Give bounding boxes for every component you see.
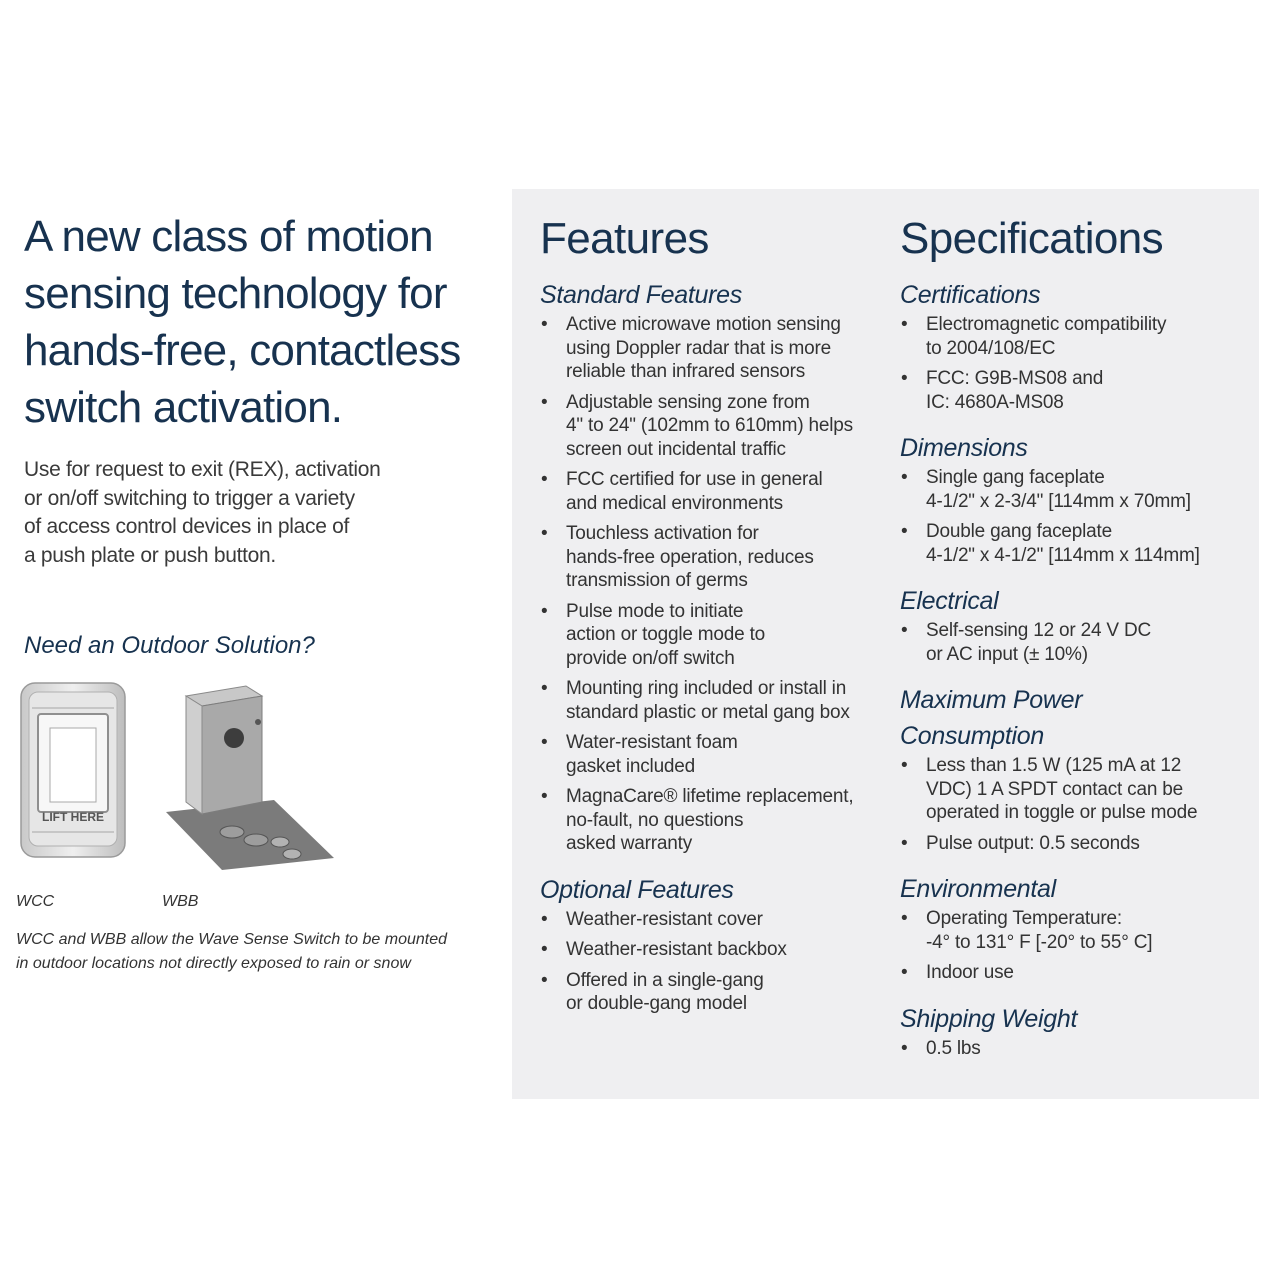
list-item (900, 313, 1235, 360)
wcc-label: WCC (16, 893, 55, 910)
list-item (900, 754, 1235, 825)
text-line: • Offered in a single-gang (566, 969, 764, 991)
features-title: Features (540, 214, 709, 263)
section-heading (900, 583, 1235, 619)
text-line: • Electromagnetic compatibility (926, 314, 1167, 335)
left-column (24, 208, 494, 570)
list-item (900, 466, 1235, 513)
text-line: • Double gang faceplate (926, 521, 1112, 542)
text-line: • Operating Temperature: (926, 908, 1122, 929)
text-line: asked warranty (566, 833, 693, 854)
list-item (900, 907, 1235, 954)
section-heading (900, 682, 1235, 754)
wbb-label: WBB (162, 893, 199, 910)
list-item (900, 961, 1235, 985)
text-line: 4-1/2" x 4-1/2" [114mm x 114mm] (926, 544, 1200, 566)
section-heading (900, 1001, 1235, 1037)
bullet-list (900, 313, 1235, 414)
text-line: Shipping Weight (900, 1004, 1078, 1033)
list-item (540, 731, 880, 778)
text-line: Maximum Power (900, 686, 1083, 714)
list-item (540, 785, 880, 856)
wcc-cover-image (20, 682, 126, 858)
section-heading: Optional Features (540, 875, 734, 904)
text-line: • Active microwave motion sensing (566, 314, 841, 335)
text-line: • Water-resistant foam (566, 732, 738, 753)
bullet-list (540, 313, 880, 856)
text-line: IC: 4680A-MS08 (926, 391, 1064, 413)
outdoor-solution-title: Need an Outdoor Solution? (24, 632, 315, 659)
text-line: • Self-sensing 12 or 24 V DC (926, 620, 1152, 641)
specifications-column (900, 215, 1235, 1067)
text-line: or double-gang model (566, 993, 747, 1014)
list-item (900, 1037, 1235, 1061)
text-line: provide on/off switch (566, 647, 735, 669)
intro-paragraph: Use for request to exit (REX), activation or on/off switching to trigger a variety of access control devices in place of a push plate or push button. (24, 458, 381, 567)
list-item (540, 468, 880, 515)
bullet-list (900, 619, 1235, 666)
text-line: • FCC certified for use in general (566, 469, 823, 490)
text-line: operated in toggle or pulse mode (926, 802, 1198, 823)
list-item (540, 600, 880, 671)
list-item (900, 520, 1235, 567)
text-line: • 0.5 lbs (926, 1037, 981, 1059)
text-line: action or toggle mode to (566, 624, 766, 645)
bullet-list (900, 1037, 1235, 1061)
text-line: reliable than infrared sensors (566, 361, 806, 382)
text-line: transmission of germs (566, 570, 748, 591)
text-line: VDC) 1 A SPDT contact can be (926, 778, 1184, 800)
list-item (540, 969, 880, 1016)
wbb-backbox-image (162, 682, 338, 870)
text-line: and medical environments (566, 492, 783, 514)
section-heading (900, 277, 1235, 313)
text-line: • Weather-resistant backbox (566, 939, 787, 960)
text-line: • Pulse mode to initiate (566, 600, 744, 622)
text-line: • MagnaCare® lifetime replacement, (566, 786, 854, 807)
section-heading (900, 430, 1235, 466)
text-line: gasket included (566, 755, 696, 777)
text-line: Certifications (900, 281, 1041, 309)
text-line: • Weather-resistant cover (566, 908, 763, 930)
bullet-list (900, 754, 1235, 855)
text-line: hands-free operation, reduces (566, 546, 814, 568)
bullet-list (900, 907, 1235, 985)
list-item (900, 619, 1235, 666)
text-line: 4" to 24" (102mm to 610mm) helps (566, 415, 853, 436)
text-line: • Indoor use (926, 962, 1014, 983)
outdoor-note: WCC and WBB allow the Wave Sense Switch to be mounted in outdoor locations not directly exposed to rain or snow (16, 931, 448, 972)
text-line: • Mounting ring included or install in (566, 678, 847, 699)
features-specs-panel (512, 189, 1259, 1099)
bullet-list (900, 466, 1235, 567)
list-item (900, 832, 1235, 856)
features-sections (540, 277, 880, 1016)
text-line: -4° to 131° F [-20° to 55° C] (926, 931, 1153, 953)
text-line: • Less than 1.5 W (125 mA at 12 (926, 755, 1182, 776)
text-line: screen out incidental traffic (566, 438, 786, 460)
text-line: Consumption (900, 722, 1045, 750)
specs-sections (900, 277, 1235, 1060)
text-line: • Adjustable sensing zone from (566, 391, 810, 413)
section-heading: Standard Features (540, 281, 742, 309)
text-line: • Pulse output: 0.5 seconds (926, 832, 1140, 854)
text-line: no-fault, no questions (566, 809, 744, 831)
text-line: 4-1/2" x 2-3/4" [114mm x 70mm] (926, 490, 1191, 512)
list-item (540, 313, 880, 384)
text-line: or AC input (± 10%) (926, 643, 1088, 665)
text-line: using Doppler radar that is more (566, 337, 832, 359)
list-item (540, 677, 880, 724)
section-heading (900, 871, 1235, 907)
lift-here-text: LIFT HERE (42, 810, 104, 824)
headline: A new class of motion sensing technology for hands-free, contactless switch activation. (24, 212, 461, 432)
text-line: Electrical (900, 587, 999, 615)
specifications-title: Specifications (900, 214, 1164, 263)
text-line: standard plastic or metal gang box (566, 701, 850, 723)
bullet-list (540, 908, 880, 1016)
list-item (900, 367, 1235, 414)
list-item (540, 908, 880, 932)
features-column (540, 215, 880, 1023)
list-item (540, 391, 880, 462)
text-line: • Touchless activation for (566, 523, 759, 544)
list-item (540, 522, 880, 593)
text-line: Dimensions (900, 434, 1028, 462)
text-line: • FCC: G9B-MS08 and (926, 368, 1104, 389)
text-line: • Single gang faceplate (926, 467, 1105, 488)
list-item (540, 938, 880, 962)
text-line: to 2004/108/EC (926, 337, 1056, 359)
text-line: Environmental (900, 875, 1056, 903)
